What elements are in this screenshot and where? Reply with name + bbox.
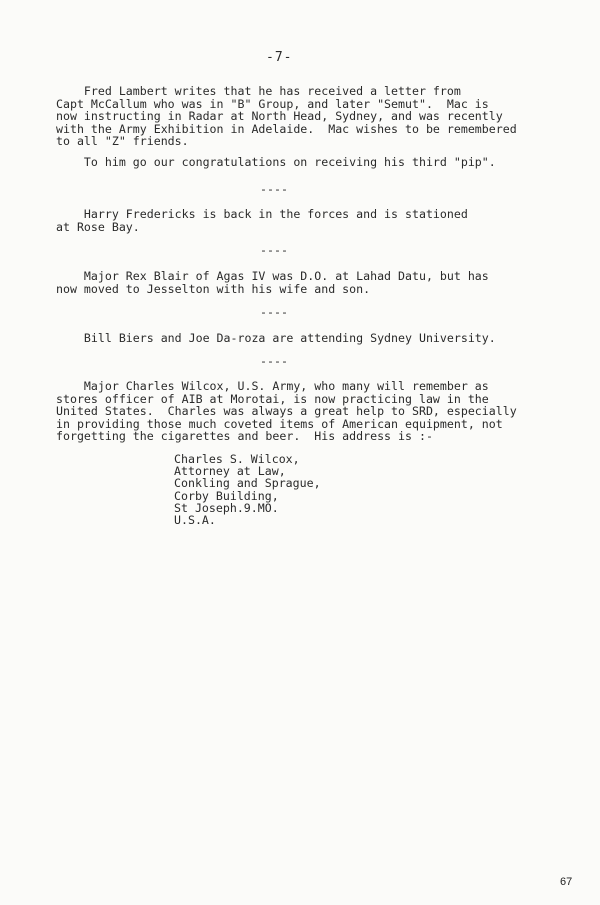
text-line: in providing those much coveted items of American equipment, not — [56, 416, 503, 431]
text-line: at Rose Bay. — [56, 219, 140, 234]
text-line: Major Charles Wilcox, U.S. Army, who many will remember as — [56, 379, 489, 393]
paragraph-congratulations — [56, 156, 556, 169]
text-line: Harry Fredericks is back in the forces and is stationed — [56, 207, 468, 221]
text-line: with the Army Exhibition in Adelaide. Mac wishes to be remembered — [56, 121, 517, 136]
paragraph-fredericks — [56, 208, 556, 233]
text-line: stores officer of AIB at Morotai, is now practicing law in the — [56, 391, 489, 406]
address-block — [174, 453, 321, 526]
text-line: forgetting the cigarettes and beer. His address is :- — [56, 429, 433, 443]
text-line: Major Rex Blair of Agas IV was D.O. at Lahad Datu, but has — [56, 269, 489, 283]
paragraph-lambert — [56, 85, 556, 148]
address-line: Corby Building, — [174, 488, 279, 503]
text-line: United States. Charles was always a great help to SRD, especially — [56, 404, 517, 418]
text-line: now moved to Jesselton with his wife and son. — [56, 281, 371, 296]
separator: ---- — [260, 305, 288, 319]
address-line: St Joseph.9.MO. — [174, 500, 279, 515]
text-line: Bill Biers and Joe Da-roza are attending Sydney University. — [56, 331, 496, 345]
paragraph-wilcox — [56, 380, 556, 443]
separator: ---- — [260, 243, 288, 257]
text-line: To him go our congratulations on receiving his third "pip". — [56, 155, 496, 169]
text-line: Capt McCallum who was in "B" Group, and later "Semut". Mac is — [56, 96, 489, 111]
text-line: now instructing in Radar at North Head, Sydney, and was recently — [56, 109, 503, 123]
text-line: Fred Lambert writes that he has received a letter from — [56, 84, 461, 98]
address-line: Conkling and Sprague, — [174, 476, 321, 491]
paragraph-blair — [56, 270, 556, 295]
folio-number: 67 — [560, 876, 573, 888]
page-number: -7- — [266, 50, 293, 65]
separator: ---- — [260, 182, 288, 196]
address-line: Charles S. Wilcox, — [174, 452, 300, 466]
address-line: Attorney at Law, — [174, 464, 286, 479]
address-line: U.S.A. — [174, 513, 216, 528]
text-line: to all "Z" friends. — [56, 134, 189, 148]
separator: ---- — [260, 354, 288, 368]
paragraph-biers — [56, 332, 556, 345]
